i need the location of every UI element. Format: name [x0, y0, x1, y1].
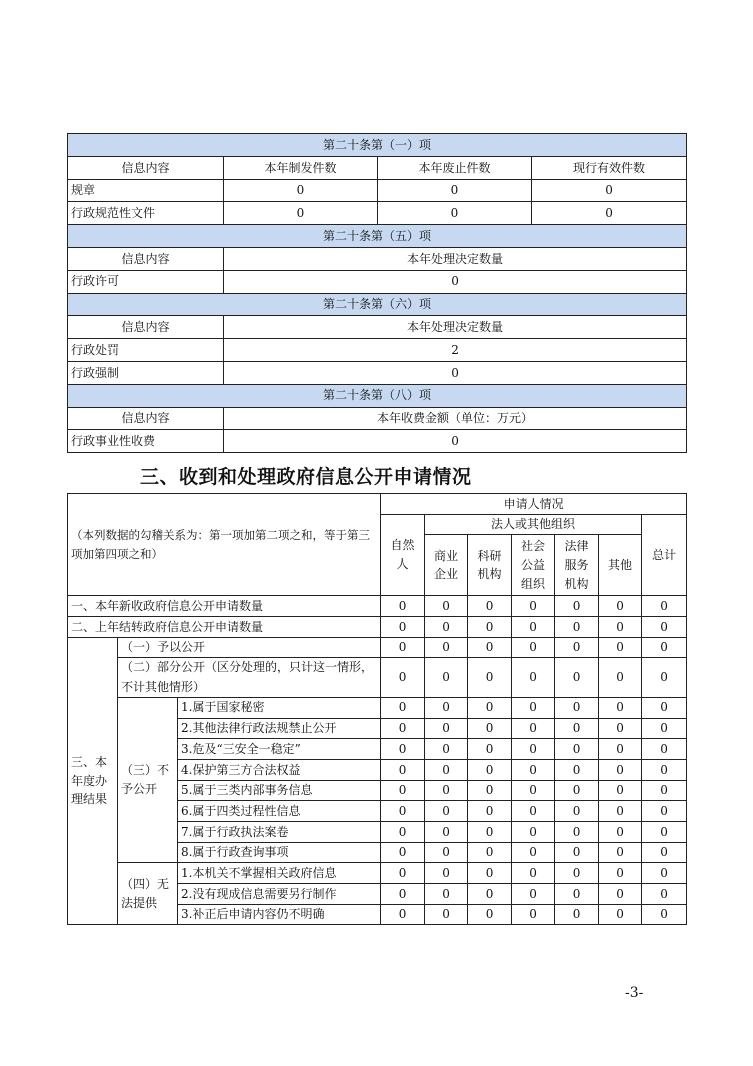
row-label: 8.属于行政查询事项 — [178, 842, 381, 863]
table-row — [68, 202, 687, 225]
value-cell: 0 — [381, 884, 425, 905]
value-cell: 0 — [468, 697, 512, 718]
row-label: 行政规范性文件 — [68, 202, 224, 225]
value-cell: 0 — [599, 697, 642, 718]
results-label: 三、本年度办理结果 — [68, 637, 118, 925]
value-cell: 0 — [425, 697, 468, 718]
value-cell: 0 — [512, 759, 555, 780]
value-cell: 0 — [381, 637, 425, 658]
value-cell: 0 — [378, 179, 532, 202]
value-cell: 0 — [381, 739, 425, 760]
value-cell: 0 — [642, 780, 687, 801]
value-cell: 0 — [555, 739, 599, 760]
value-cell: 0 — [642, 596, 687, 617]
value-cell: 0 — [224, 430, 687, 453]
value-cell: 0 — [224, 361, 687, 384]
value-cell: 0 — [555, 596, 599, 617]
value-cell: 0 — [599, 863, 642, 884]
value-cell: 0 — [425, 780, 468, 801]
value-cell: 0 — [425, 842, 468, 863]
value-cell: 0 — [555, 780, 599, 801]
value-cell: 0 — [381, 617, 425, 638]
table-row — [68, 637, 687, 658]
value-cell: 0 — [381, 842, 425, 863]
value-cell: 0 — [599, 718, 642, 739]
header-row — [68, 407, 687, 430]
row-label: 行政事业性收费 — [68, 430, 224, 453]
section3-title: 三、收到和处理政府信息公开申请情况 — [140, 466, 472, 488]
value-cell: 0 — [512, 617, 555, 638]
value-cell: 0 — [468, 842, 512, 863]
value-cell: 0 — [381, 697, 425, 718]
band-row — [68, 384, 687, 407]
row-label: 规章 — [68, 179, 224, 202]
value-cell: 0 — [381, 801, 425, 822]
section2-table — [67, 133, 687, 453]
column-header: 现行有效件数 — [532, 156, 687, 179]
value-cell: 0 — [468, 780, 512, 801]
value-cell: 0 — [425, 596, 468, 617]
group-label: （四）无法提供 — [118, 863, 178, 925]
value-cell: 0 — [512, 780, 555, 801]
value-cell: 0 — [555, 617, 599, 638]
value-cell: 0 — [555, 821, 599, 842]
column-header: 信息内容 — [68, 156, 224, 179]
table-row — [68, 430, 687, 453]
value-cell: 0 — [381, 863, 425, 884]
value-cell: 0 — [224, 179, 378, 202]
value-cell: 0 — [555, 904, 599, 925]
header-row — [68, 156, 687, 179]
value-cell: 0 — [555, 842, 599, 863]
value-cell: 0 — [381, 759, 425, 780]
table-row — [68, 617, 687, 638]
value-cell: 0 — [599, 884, 642, 905]
value-cell: 0 — [599, 596, 642, 617]
value-cell: 0 — [468, 821, 512, 842]
value-cell: 0 — [512, 842, 555, 863]
section-band: 第二十条第（一）项 — [68, 134, 687, 157]
value-cell: 0 — [468, 801, 512, 822]
sum-note: （本列数据的勾稽关系为：第一项加第二项之和，等于第三项加第四项之和） — [68, 494, 381, 596]
value-cell: 0 — [599, 658, 642, 697]
page-number: -3- — [625, 985, 644, 1001]
value-cell: 0 — [425, 904, 468, 925]
table-row — [68, 863, 687, 884]
value-cell: 0 — [468, 596, 512, 617]
value-cell: 0 — [512, 718, 555, 739]
header-row — [68, 316, 687, 339]
value-cell: 0 — [512, 821, 555, 842]
value-cell: 0 — [555, 658, 599, 697]
applicant-header: 申请人情况 — [381, 494, 687, 515]
value-cell: 0 — [381, 596, 425, 617]
value-cell: 0 — [599, 801, 642, 822]
value-cell: 0 — [642, 821, 687, 842]
value-cell: 0 — [642, 884, 687, 905]
value-cell: 0 — [642, 697, 687, 718]
value-cell: 0 — [378, 202, 532, 225]
value-cell: 0 — [555, 637, 599, 658]
table-row — [68, 658, 687, 697]
value-cell: 0 — [512, 904, 555, 925]
row-label: 1.属于国家秘密 — [178, 697, 381, 718]
value-cell: 0 — [468, 759, 512, 780]
band-row — [68, 293, 687, 316]
row-label: 7.属于行政执法案卷 — [178, 821, 381, 842]
value-cell: 0 — [381, 658, 425, 697]
value-cell: 0 — [425, 884, 468, 905]
value-cell: 2 — [224, 339, 687, 362]
value-cell: 0 — [599, 617, 642, 638]
value-cell: 0 — [532, 179, 687, 202]
value-cell: 0 — [468, 884, 512, 905]
row-label: 5.属于三类内部事务信息 — [178, 780, 381, 801]
value-cell: 0 — [512, 739, 555, 760]
row-label: 一、本年新收政府信息公开申请数量 — [68, 596, 381, 617]
row-label: 2.没有现成信息需要另行制作 — [178, 884, 381, 905]
value-cell: 0 — [425, 718, 468, 739]
value-cell: 0 — [468, 904, 512, 925]
value-cell: 0 — [425, 863, 468, 884]
value-cell: 0 — [642, 637, 687, 658]
value-cell: 0 — [224, 270, 687, 293]
value-cell: 0 — [642, 842, 687, 863]
value-cell: 0 — [555, 801, 599, 822]
value-cell: 0 — [642, 904, 687, 925]
table-row — [68, 179, 687, 202]
header-row — [68, 247, 687, 270]
value-cell: 0 — [425, 658, 468, 697]
value-cell: 0 — [599, 780, 642, 801]
group-label: （三）不予公开 — [118, 697, 178, 863]
column-header: 本年收费金额（单位：万元） — [224, 407, 687, 430]
band-row — [68, 134, 687, 157]
row-label: 6.属于四类过程性信息 — [178, 801, 381, 822]
row-label: 二、上年结转政府信息公开申请数量 — [68, 617, 381, 638]
value-cell: 0 — [425, 801, 468, 822]
value-cell: 0 — [512, 884, 555, 905]
table-row — [68, 697, 687, 718]
value-cell: 0 — [512, 637, 555, 658]
org-type-header: 商业企业 — [425, 535, 468, 596]
value-cell: 0 — [599, 842, 642, 863]
value-cell: 0 — [425, 617, 468, 638]
value-cell: 0 — [599, 759, 642, 780]
value-cell: 0 — [425, 637, 468, 658]
value-cell: 0 — [642, 759, 687, 780]
value-cell: 0 — [468, 739, 512, 760]
org-type-header: 科研机构 — [468, 535, 512, 596]
value-cell: 0 — [468, 863, 512, 884]
row-label: 行政强制 — [68, 361, 224, 384]
row-label: 2.其他法律行政法规禁止公开 — [178, 718, 381, 739]
org-type-header: 社会公益组织 — [512, 535, 555, 596]
row-label: 行政处罚 — [68, 339, 224, 362]
column-header: 本年处理决定数量 — [224, 247, 687, 270]
section-band: 第二十条第（五）项 — [68, 225, 687, 248]
value-cell: 0 — [599, 904, 642, 925]
section-band: 第二十条第（六）项 — [68, 293, 687, 316]
legal-orgs-header: 法人或其他组织 — [425, 514, 642, 535]
row-label: 1.本机关不掌握相关政府信息 — [178, 863, 381, 884]
value-cell: 0 — [642, 801, 687, 822]
table-row — [68, 596, 687, 617]
value-cell: 0 — [468, 637, 512, 658]
value-cell: 0 — [468, 617, 512, 638]
band-row — [68, 225, 687, 248]
value-cell: 0 — [512, 697, 555, 718]
value-cell: 0 — [555, 863, 599, 884]
value-cell: 0 — [381, 821, 425, 842]
column-header: 本年制发件数 — [224, 156, 378, 179]
column-header: 本年处理决定数量 — [224, 316, 687, 339]
value-cell: 0 — [381, 904, 425, 925]
value-cell: 0 — [555, 718, 599, 739]
value-cell: 0 — [381, 718, 425, 739]
section3-table — [67, 493, 687, 925]
value-cell: 0 — [599, 739, 642, 760]
value-cell: 0 — [224, 202, 378, 225]
table-row — [68, 339, 687, 362]
total-header: 总计 — [642, 514, 687, 596]
row-label: 行政许可 — [68, 270, 224, 293]
value-cell: 0 — [381, 780, 425, 801]
value-cell: 0 — [642, 617, 687, 638]
row-label: 3.补正后申请内容仍不明确 — [178, 904, 381, 925]
value-cell: 0 — [425, 739, 468, 760]
value-cell: 0 — [599, 821, 642, 842]
column-header: 信息内容 — [68, 316, 224, 339]
value-cell: 0 — [512, 801, 555, 822]
org-type-header: 法律服务机构 — [555, 535, 599, 596]
value-cell: 0 — [425, 759, 468, 780]
row-label: （一）予以公开 — [118, 637, 381, 658]
row-label: 3.危及“三安全一稳定” — [178, 739, 381, 760]
column-header: 信息内容 — [68, 407, 224, 430]
section-band: 第二十条第（八）项 — [68, 384, 687, 407]
row-label: 4.保护第三方合法权益 — [178, 759, 381, 780]
value-cell: 0 — [599, 637, 642, 658]
column-header: 本年废止件数 — [378, 156, 532, 179]
org-type-header: 其他 — [599, 535, 642, 596]
natural-person-header: 自然人 — [381, 514, 425, 596]
value-cell: 0 — [532, 202, 687, 225]
table-row — [68, 361, 687, 384]
value-cell: 0 — [642, 718, 687, 739]
value-cell: 0 — [642, 863, 687, 884]
value-cell: 0 — [555, 697, 599, 718]
header-row — [68, 494, 687, 515]
value-cell: 0 — [512, 596, 555, 617]
value-cell: 0 — [555, 759, 599, 780]
column-header: 信息内容 — [68, 247, 224, 270]
value-cell: 0 — [468, 658, 512, 697]
row-label: （二）部分公开（区分处理的，只计这一情形，不计其他情形） — [118, 658, 381, 697]
value-cell: 0 — [468, 718, 512, 739]
value-cell: 0 — [642, 739, 687, 760]
table-row — [68, 270, 687, 293]
value-cell: 0 — [555, 884, 599, 905]
value-cell: 0 — [512, 658, 555, 697]
value-cell: 0 — [512, 863, 555, 884]
value-cell: 0 — [425, 821, 468, 842]
value-cell: 0 — [642, 658, 687, 697]
